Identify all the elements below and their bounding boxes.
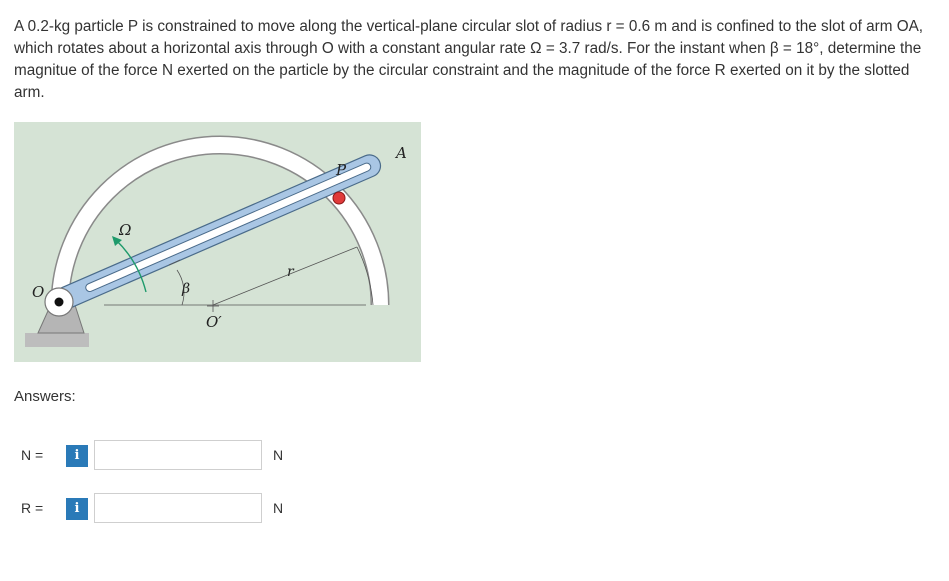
answer-n-label: N = [21, 447, 44, 463]
pivot-icon [55, 298, 64, 307]
answer-r-label: R = [21, 500, 44, 516]
answer-r-input[interactable] [94, 493, 262, 523]
answers-heading: Answers: [14, 388, 76, 405]
label-beta: β [182, 281, 191, 297]
label-o: O [32, 283, 45, 301]
label-p: P [336, 161, 347, 179]
label-o-prime: O′ [206, 313, 222, 331]
info-icon[interactable]: i [66, 498, 88, 520]
label-r: r [287, 264, 294, 280]
info-icon[interactable]: i [66, 445, 88, 467]
mechanism-figure [14, 122, 421, 362]
particle-p-icon [333, 192, 345, 204]
answer-r-unit: N [273, 500, 284, 516]
problem-statement: A 0.2-kg particle P is constrained to move along the vertical-plane circular slot of radius r = 0.6 m and is confined to the slot of arm OA, which rotates about a horizontal axis through O with a constant angular rate Ω = 3.7 rad/s. For the instant when β = 18°, determine the magnitue of the force N exerted on the particle by the circular constraint and the magnitude of the force R exerted on it by the slotted arm. [14, 18, 924, 101]
ground-block [25, 333, 89, 347]
mechanism-diagram [14, 122, 421, 362]
answer-n-input[interactable] [94, 440, 262, 470]
answer-row-r [0, 493, 300, 525]
answer-row-n [0, 440, 300, 472]
answer-n-unit: N [273, 447, 284, 463]
label-omega: Ω [119, 221, 132, 239]
label-a: A [396, 144, 407, 162]
